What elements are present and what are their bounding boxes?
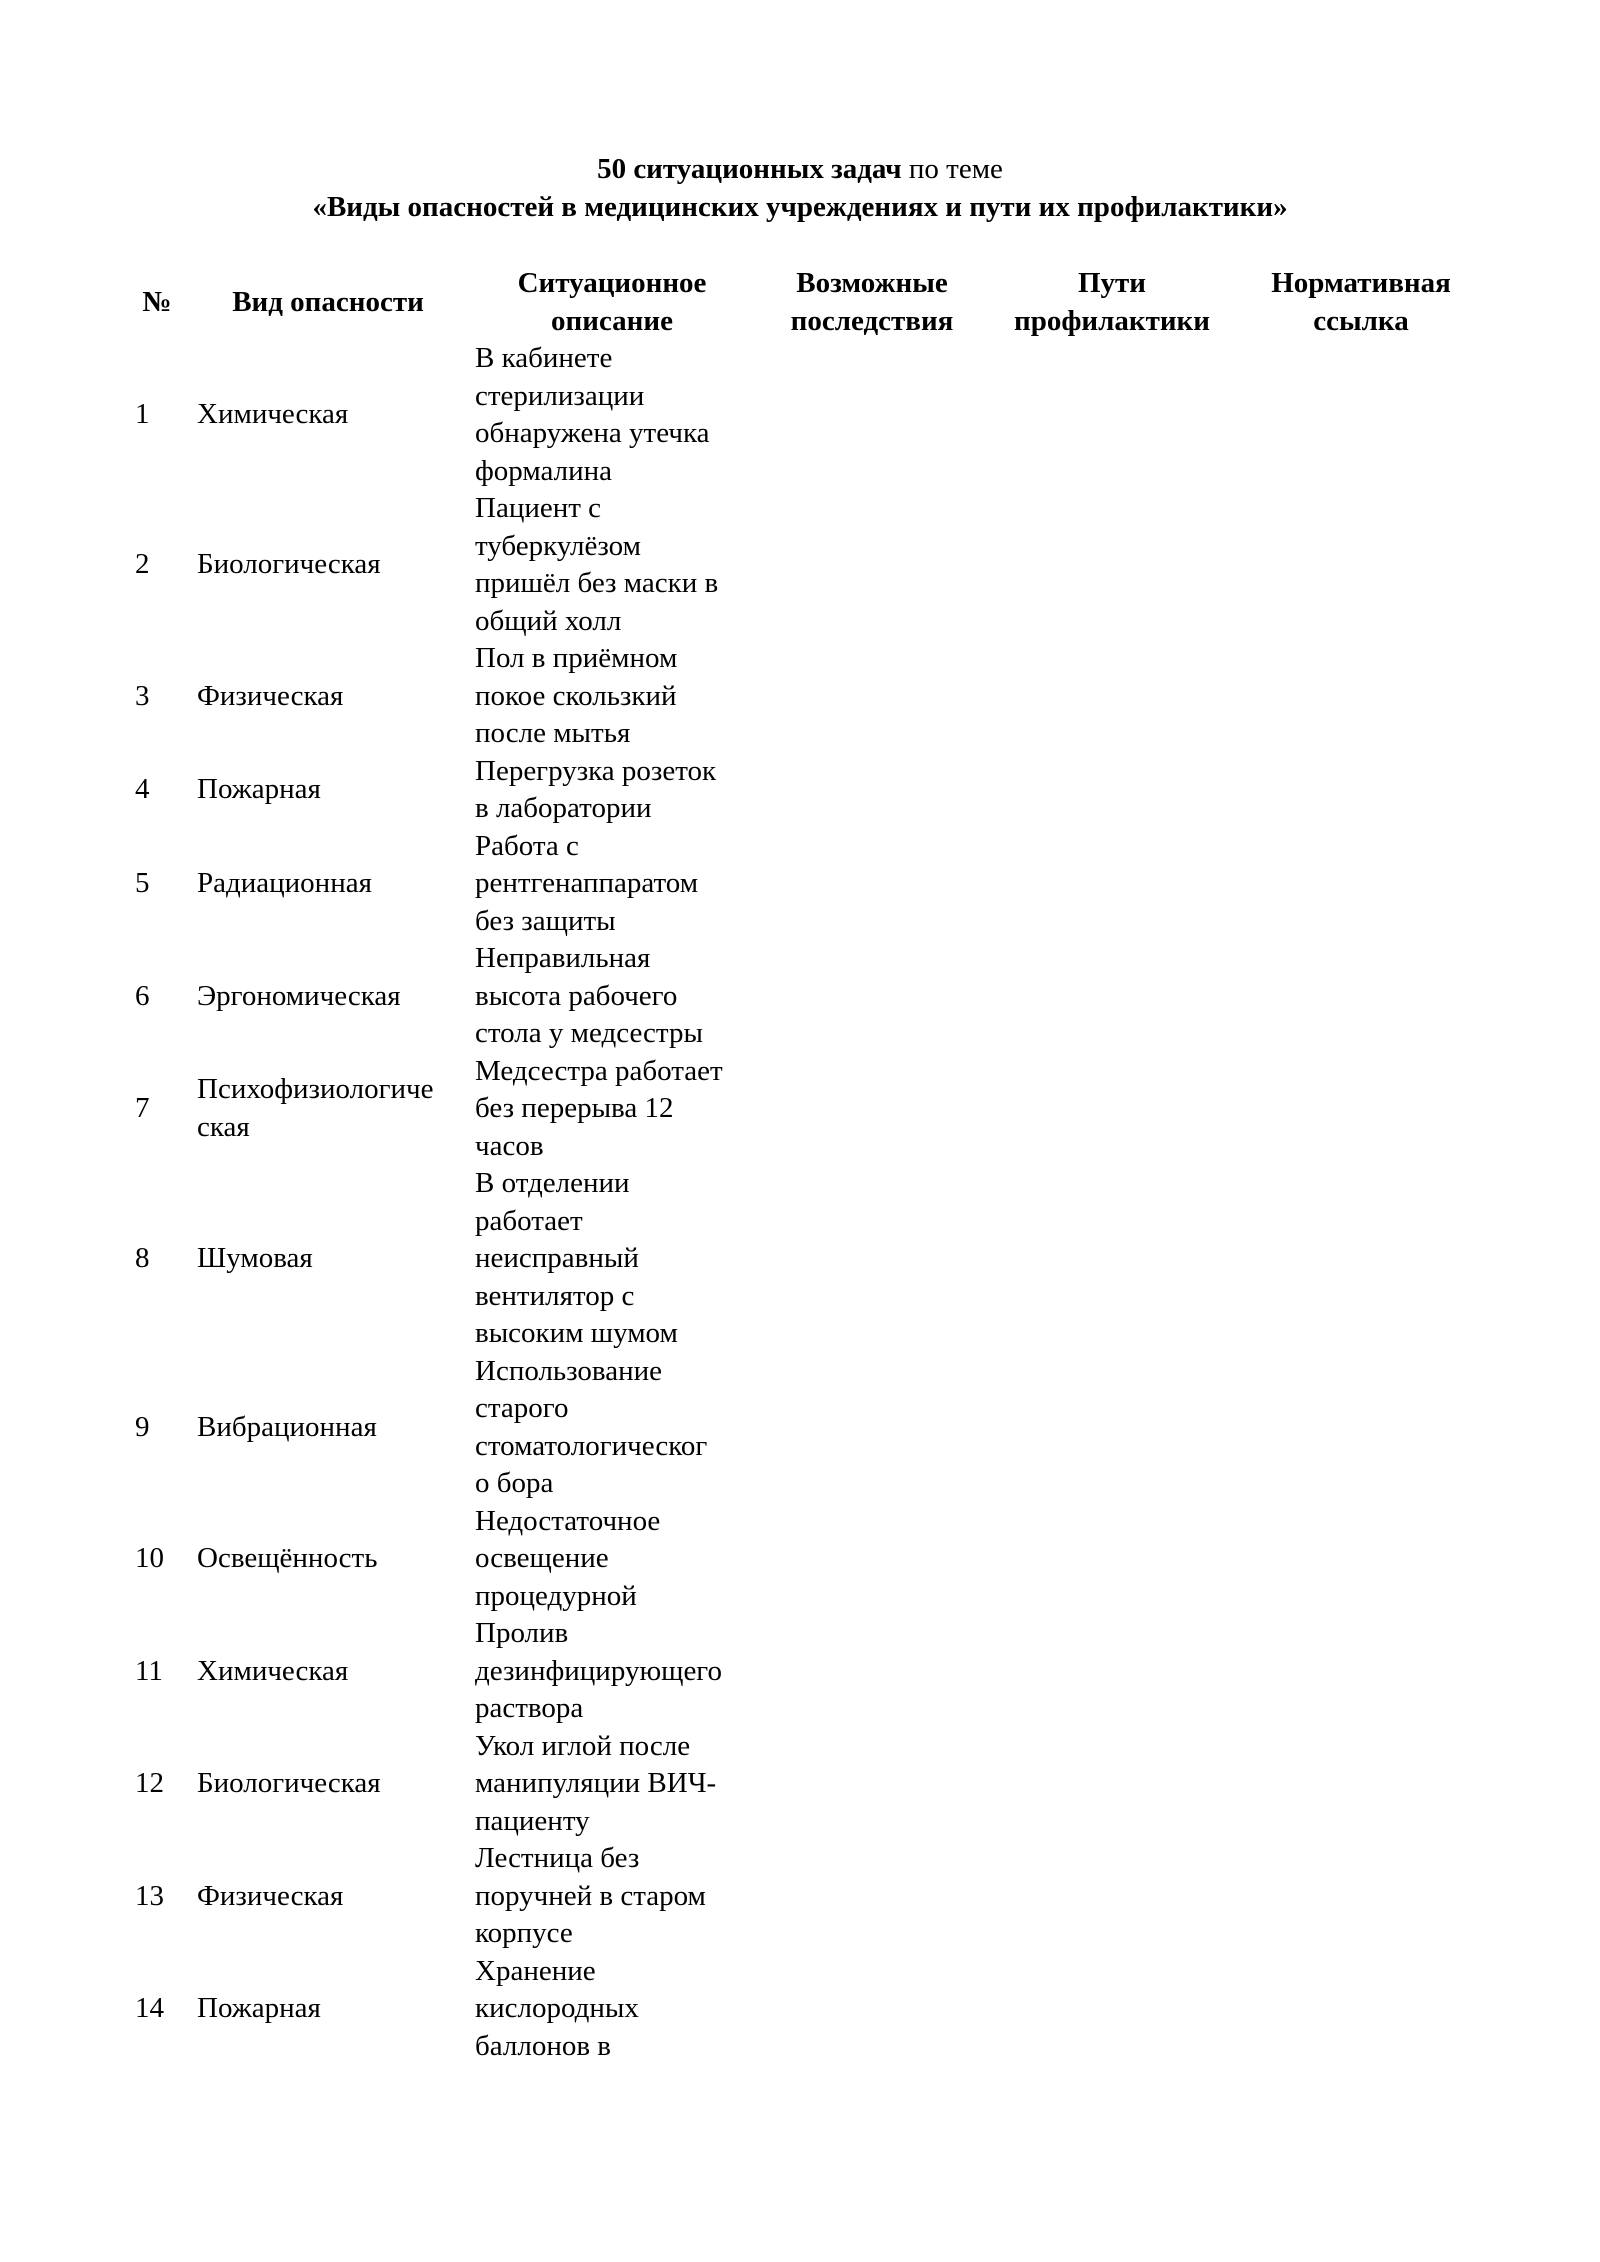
situation-description [467,940,757,1053]
description-line: без защиты [475,904,616,937]
hazard-type [189,1615,467,1728]
situation-description [467,1353,757,1503]
reference-cell [1237,490,1485,640]
hazard-type-line: Вибрационная [197,1410,377,1443]
description-line: Перегрузка розеток [475,754,717,787]
table-row [125,340,1485,490]
consequences-cell [757,640,987,753]
row-number: 11 [135,1654,163,1687]
description-line: Укол иглой после [475,1729,691,1762]
consequences-cell [757,1503,987,1616]
description-line: процедурной [475,1579,637,1612]
prevention-cell [987,1728,1237,1841]
consequences-cell [757,828,987,941]
reference-cell [1237,753,1485,828]
situation-description [467,1165,757,1353]
hazard-type [189,490,467,640]
hazard-type-line: Шумовая [197,1242,313,1274]
consequences-cell [757,340,987,490]
hazard-type [189,1165,467,1353]
prevention-cell [987,753,1237,828]
reference-cell [1237,640,1485,753]
description-line: освещение [475,1542,609,1574]
description-line: вентилятор с [475,1279,635,1312]
table-row [125,1615,1485,1728]
table-row [125,1165,1485,1353]
prevention-cell [987,940,1237,1053]
situation-description [467,340,757,490]
description-line: стола у медсестры [475,1017,703,1049]
description-line: Лестница без [475,1842,640,1874]
hazard-type-line: Физическая [197,1879,344,1912]
prevention-cell [987,340,1237,490]
row-number: 7 [135,1092,150,1124]
prevention-cell [987,1165,1237,1353]
situation-description [467,753,757,828]
description-line: после мытья [475,717,631,749]
hazards-table [125,263,1485,2065]
consequences-cell [757,753,987,828]
description-line: баллонов в [475,2029,611,2062]
reference-cell [1237,828,1485,941]
situation-description [467,828,757,941]
reference-cell [1237,1615,1485,1728]
row-number: 4 [135,773,150,806]
description-line: кислородных [475,1992,639,2024]
consequences-cell [757,1728,987,1841]
reference-cell [1237,1840,1485,1953]
table-row [125,1503,1485,1616]
situation-description [467,1615,757,1728]
row-number: 14 [135,1992,164,2024]
table-row [125,1840,1485,1953]
hazard-type [189,1840,467,1953]
description-line: Пол в приёмном [475,642,678,674]
column-header-hazard-type: Вид опасности [232,285,424,318]
title-bold-part: 50 ситуационных задач [597,153,902,185]
hazard-type [189,940,467,1053]
row-number: 2 [135,548,150,581]
hazard-type-line: Биологическая [197,1767,381,1799]
table-row [125,1053,1485,1166]
row-number: 9 [135,1410,150,1443]
row-number: 5 [135,867,150,899]
description-line: часов [475,1129,544,1162]
prevention-cell [987,490,1237,640]
description-line: Медсестра работает [475,1054,723,1087]
description-line: раствора [475,1692,584,1724]
consequences-cell [757,490,987,640]
reference-cell [1237,1165,1485,1353]
description-line: туберкулёзом [475,529,641,562]
row-number: 6 [135,979,150,1012]
hazard-type [189,753,467,828]
description-line: о бора [475,1467,554,1499]
title-regular-part: по теме [901,153,1003,185]
description-line: пациенту [475,1804,590,1837]
table-row [125,1728,1485,1841]
row-number: 12 [135,1767,164,1799]
description-line: в лаборатории [475,792,652,824]
consequences-cell [757,1953,987,2066]
reference-cell [1237,1728,1485,1841]
table-row [125,640,1485,753]
hazard-type-line: Освещённость [197,1542,378,1574]
hazard-type-line: Эргономическая [197,979,401,1012]
situation-description [467,640,757,753]
situation-description [467,1503,757,1616]
prevention-cell [987,1503,1237,1616]
description-line: покое скользкий [475,679,677,712]
document-title [0,150,1600,226]
hazard-type-line: Пожарная [197,1992,321,2024]
hazard-type-line: Физическая [197,679,344,712]
table-body [125,340,1485,2065]
table-row [125,940,1485,1053]
hazard-type [189,1953,467,2066]
description-line: поручней в старом [475,1879,706,1912]
situation-description [467,1840,757,1953]
table-row [125,1353,1485,1503]
description-line: корпусе [475,1917,573,1949]
prevention-cell [987,1053,1237,1166]
description-line: В отделении [475,1167,630,1199]
hazard-type-line: Радиационная [197,867,372,899]
row-number: 8 [135,1242,150,1274]
table-header-row [125,263,1485,340]
reference-cell [1237,1503,1485,1616]
description-line: рентгенаппаратом [475,867,699,899]
description-line: В кабинете [475,342,613,374]
consequences-cell [757,940,987,1053]
description-line: Недостаточное [475,1504,661,1537]
hazard-type [189,640,467,753]
consequences-cell [757,1615,987,1728]
description-line: Использование [475,1354,663,1387]
description-line: Работа с [475,829,579,862]
prevention-cell [987,1615,1237,1728]
subtitle: «Виды опасностей в медицинских учреждениях и пути их профилактики» [312,191,1288,223]
table-row [125,753,1485,828]
hazard-type-line: ская [197,1110,250,1143]
consequences-cell [757,1165,987,1353]
description-line: высоким шумом [475,1317,678,1349]
situation-description [467,1953,757,2066]
column-header-prevention: Пути профилактики [1014,267,1210,337]
description-line: стоматологическог [475,1429,708,1462]
title-line [0,150,1600,188]
table-row [125,828,1485,941]
reference-cell [1237,940,1485,1053]
description-line: Пациент с [475,492,602,524]
description-line: общий холл [475,604,622,637]
situation-description [467,1053,757,1166]
row-number: 3 [135,679,150,712]
description-line: неисправный [475,1242,639,1274]
description-line: стерилизации [475,379,645,412]
prevention-cell [987,1953,1237,2066]
description-line: пришёл без маски в [475,567,719,599]
row-number: 1 [135,398,150,431]
hazard-type [189,1503,467,1616]
hazard-type [189,828,467,941]
description-line: обнаружена утечка [475,417,710,449]
column-header-consequences: Возможные последствия [790,267,954,337]
situation-description [467,1728,757,1841]
hazard-type-line: Биологическая [197,548,381,581]
situation-description [467,490,757,640]
reference-cell [1237,340,1485,490]
hazard-type [189,1053,467,1166]
reference-cell [1237,1953,1485,2066]
hazard-type-line: Психофизиологиче [197,1073,434,1106]
description-line: дезинфицирующего [475,1654,722,1687]
hazard-type-line: Химическая [197,1654,349,1687]
description-line: работает [475,1204,583,1237]
description-line: высота рабочего [475,979,678,1012]
prevention-cell [987,1840,1237,1953]
prevention-cell [987,1353,1237,1503]
table-row [125,490,1485,640]
hazard-type-line: Химическая [197,398,349,431]
table-row [125,1953,1485,2066]
column-header-reference: Нормативная ссылка [1271,267,1451,337]
column-header-description: Ситуационное описание [517,267,707,337]
consequences-cell [757,1053,987,1166]
description-line: без перерыва 12 [475,1092,674,1124]
prevention-cell [987,828,1237,941]
description-line: манипуляции ВИЧ- [475,1767,717,1799]
description-line: старого [475,1392,569,1424]
hazard-type [189,1728,467,1841]
description-line: Неправильная [475,942,651,974]
hazard-type-line: Пожарная [197,773,321,806]
consequences-cell [757,1840,987,1953]
hazard-type [189,340,467,490]
hazard-type [189,1353,467,1503]
description-line: Пролив [475,1617,569,1649]
description-line: формалина [475,454,613,487]
row-number: 13 [135,1879,164,1912]
reference-cell [1237,1053,1485,1166]
row-number: 10 [135,1542,164,1574]
reference-cell [1237,1353,1485,1503]
prevention-cell [987,640,1237,753]
consequences-cell [757,1353,987,1503]
column-header-number: № [142,285,172,318]
description-line: Хранение [475,1954,596,1987]
